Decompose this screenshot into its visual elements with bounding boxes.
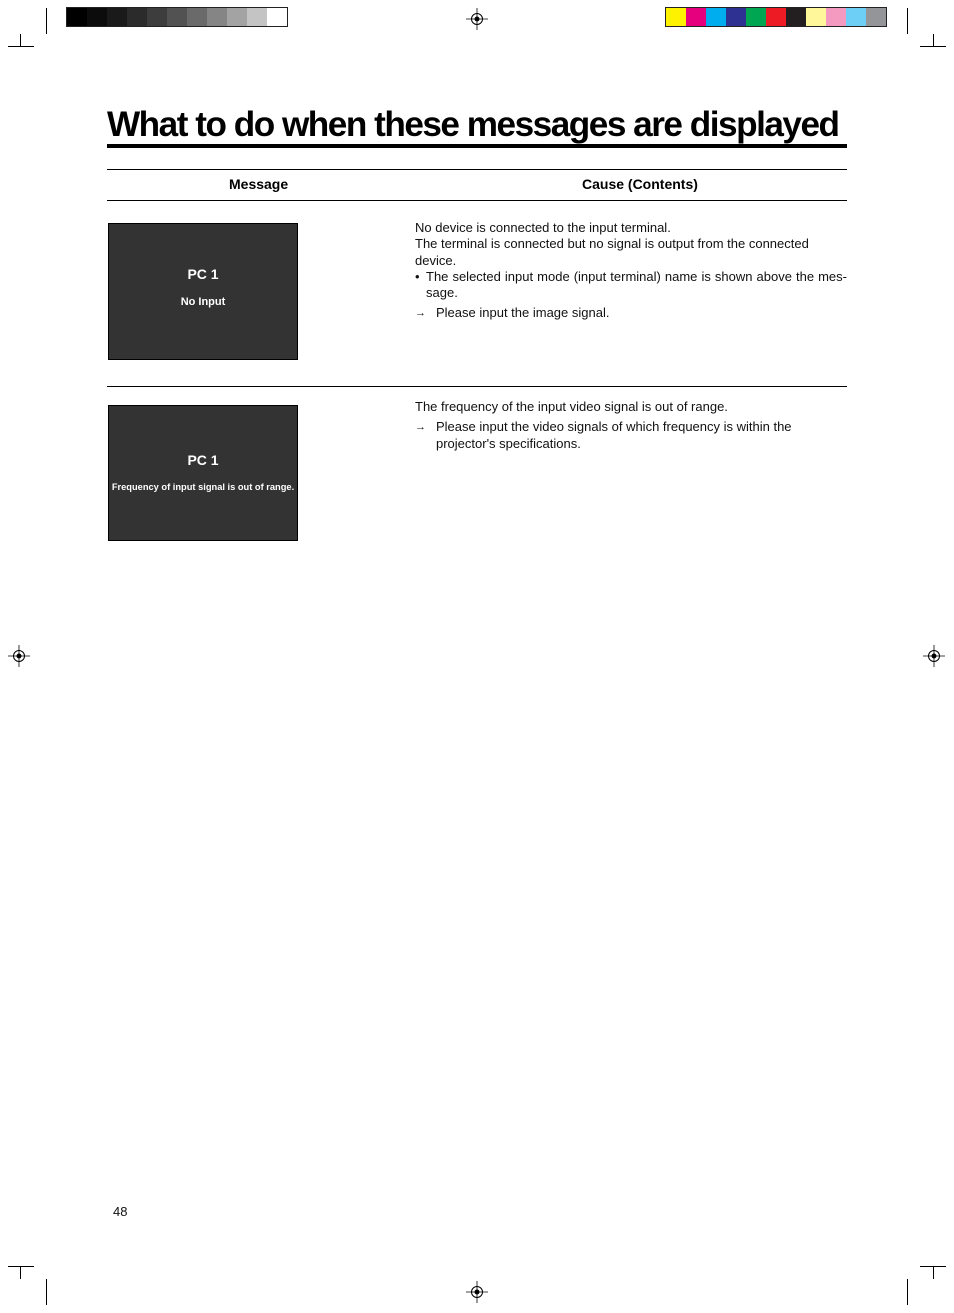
color-swatch bbox=[227, 8, 247, 26]
color-swatch bbox=[726, 8, 746, 26]
cause-bullet bbox=[415, 269, 847, 302]
color-swatch bbox=[107, 8, 127, 26]
cause-action-text: Please input the video signals of which frequency is within the projector's specifications. bbox=[436, 419, 792, 451]
input-source-label: PC 1 bbox=[187, 452, 219, 468]
color-swatch bbox=[806, 8, 826, 26]
message-screen-no-input bbox=[108, 223, 298, 360]
crop-mark bbox=[20, 1267, 21, 1279]
cause-action bbox=[415, 419, 847, 452]
table-top-rule bbox=[107, 169, 847, 170]
title-underline bbox=[107, 144, 847, 148]
screen-message: Frequency of input signal is out of range. bbox=[111, 482, 295, 492]
page-title: What to do when these messages are displayed bbox=[107, 104, 839, 144]
column-header-cause: Cause (Contents) bbox=[582, 176, 698, 192]
cause-action-text: Please input the image signal. bbox=[436, 305, 610, 321]
color-swatch bbox=[866, 8, 886, 26]
color-swatch bbox=[786, 8, 806, 26]
color-calibration-bar bbox=[665, 7, 887, 27]
color-swatch bbox=[826, 8, 846, 26]
color-swatch bbox=[686, 8, 706, 26]
crop-mark bbox=[920, 46, 946, 47]
registration-mark-icon bbox=[923, 645, 945, 667]
color-swatch bbox=[147, 8, 167, 26]
color-swatch bbox=[766, 8, 786, 26]
color-swatch bbox=[746, 8, 766, 26]
cause-text-no-input bbox=[415, 220, 847, 322]
crop-mark bbox=[933, 34, 934, 46]
bullet-icon: • bbox=[415, 268, 420, 284]
color-swatch bbox=[207, 8, 227, 26]
page-number: 48 bbox=[113, 1204, 128, 1219]
color-swatch bbox=[846, 8, 866, 26]
crop-mark bbox=[907, 8, 908, 34]
crop-mark bbox=[8, 46, 34, 47]
color-swatch bbox=[67, 8, 87, 26]
table-header-rule bbox=[107, 200, 847, 201]
crop-mark bbox=[8, 1266, 34, 1267]
color-swatch bbox=[127, 8, 147, 26]
arrow-right-icon: → bbox=[415, 421, 426, 434]
cause-line: No device is connected to the input terminal. bbox=[415, 220, 671, 235]
registration-mark-icon bbox=[466, 8, 488, 30]
color-swatch bbox=[247, 8, 267, 26]
color-swatch bbox=[706, 8, 726, 26]
registration-mark-icon bbox=[8, 645, 30, 667]
screen-message: No Input bbox=[180, 296, 226, 308]
column-header-message: Message bbox=[229, 176, 289, 192]
color-swatch bbox=[267, 8, 287, 26]
message-screen-out-of-range bbox=[108, 405, 298, 541]
crop-mark bbox=[907, 1279, 908, 1305]
crop-mark bbox=[46, 8, 47, 34]
row-divider bbox=[107, 386, 847, 387]
input-source-label: PC 1 bbox=[187, 266, 219, 282]
arrow-right-icon: → bbox=[415, 307, 426, 320]
cause-bullet-text: The selected input mode (input terminal) name is shown above the mes-sage. bbox=[426, 268, 847, 301]
cause-action bbox=[415, 305, 847, 321]
crop-mark bbox=[46, 1279, 47, 1305]
registration-mark-icon bbox=[466, 1281, 488, 1303]
crop-mark bbox=[933, 1267, 934, 1279]
cause-line: The frequency of the input video signal is out of range. bbox=[415, 399, 728, 414]
color-swatch bbox=[187, 8, 207, 26]
cause-line: The terminal is connected but no signal is output from the connected device. bbox=[415, 236, 809, 268]
color-swatch bbox=[87, 8, 107, 26]
crop-mark bbox=[20, 34, 21, 46]
grayscale-calibration-bar bbox=[66, 7, 288, 27]
color-swatch bbox=[666, 8, 686, 26]
color-swatch bbox=[167, 8, 187, 26]
cause-text-out-of-range bbox=[415, 399, 847, 452]
